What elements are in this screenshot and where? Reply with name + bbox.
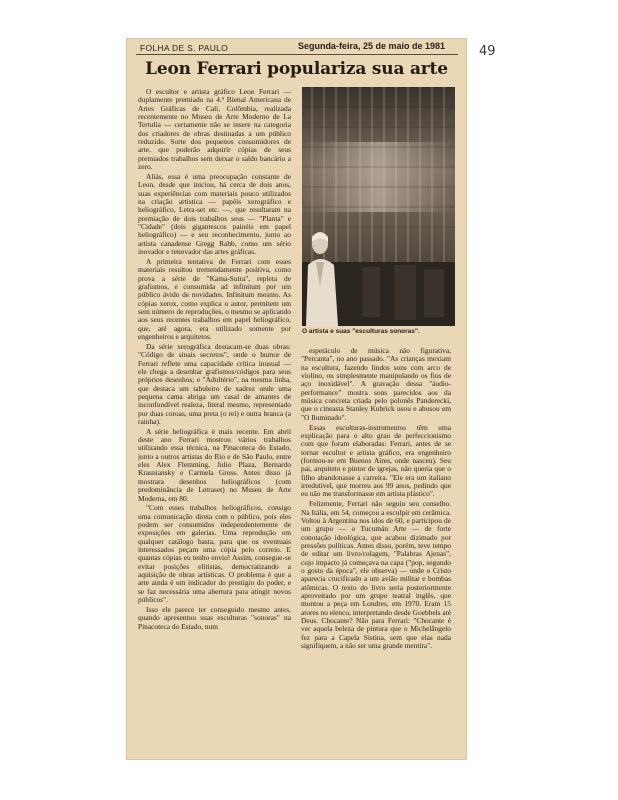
masthead-rule — [136, 54, 458, 55]
article-column-1 — [138, 88, 291, 754]
photo-image — [302, 87, 455, 326]
paragraph: Aliás, essa é uma preocupação constante de Leon, desde que iniciou, há cerca de dois anos, suas experiências com materiais pouco utilizados na criação artística — papéis xerográfico e heliográfico, Letra-set etc. —, que resultaram na premiação de dois trabalhos seus — "Planta" e "Cidade" (dois gigantescos painéis em papel heliográfico) — e seu reconhecimento, junto ao artista canadense Gregg Rabb, como um sério inovador e renovador das artes gráficas. — [138, 171, 291, 257]
newspaper-name: FOLHA DE S. PAULO — [140, 43, 229, 53]
paragraph: "Com esses trabalhos heliográficos, consigo uma comunicação direta com o público, pois eles podem ser consumidos independentemente de exposições em galerias. Uma reprodução em qualquer catálogo basta, para que os eventuais interessados peçam uma cópia pelo correio. E quantas cópias eu tenho envio! Assim, consegue-se evitar posições elitistas, democratizando a aquisição de obras artísticas. O problema é que a arte ainda é um indicador do prestígio do poder, e se faz necessária uma abertura para atingir novos públicos". — [138, 503, 291, 605]
headline: Leon Ferrari populariza sua arte — [145, 59, 448, 79]
paragraph: A primeira tentativa de Ferrari com esses materiais resultou tremendamente positiva, como prova a série de "Kama-Sutra", repleta de grafismos, e consumida ad infinitum por um público ávido de novidades. Infinitum mesmo. As cópias xerox, como explica o autor, permitem um sem número de reproduções, o mesmo se aplicando aos seus recentes trabalhos em papel heliográfico, que, até agora, era utilizado somente por engenheiros e arquitetos. — [138, 256, 291, 341]
paragraph: Isso ele parece ter conseguido mesmo antes, quando apresentou suas esculturas "sonoras" na Pinacoteca do Estado, num — [138, 604, 291, 631]
paragraph: espetáculo de música não figurativa, "Percanta", no ano passado. "As crianças mexiam na escultura, fazendo lindos sons com arco de violino, ou simplesmente manipulando os fios de aço inoxidável". A gravação dessa "áudio-performance" mostra sons parecidos aos da música concreta criada pelo polonês Panderecki, que o cineasta Stanley Kubrick usou e abusou em "O Iluminado". — [301, 347, 451, 422]
paragraph: A série heliográfica é mais recente. Em abril deste ano Ferrari mostrou vários trabalhos utilizando essa técnica, na Pinacoteca do Estado, junto a outros artistas do Rio e de São Paulo, entre eles Alex Flemming, Julio Plaza, Bernardo Krasniansky e Carmela Gross. Antes disso já mostrara desenhos heliográficos (com predominância de Letraset) no Museu de Arte Moderna, em 80. — [138, 426, 291, 503]
newspaper-clipping — [126, 38, 467, 760]
paragraph: Essas esculturas-instrumentos têm uma explicação para o alto grau de perfeccionismo com que foram elaboradas: Ferrari, antes de se tornar escultor e artista gráfico, era engenheiro (formou-se em Buenos Aires, onde nasceu). Seu pai, arquiteto e pintor de igrejas, não queria que o filho abandonasse a carreira. "Ele era um italiano irredutível, que morreu aos 99 anos, pedindo que eu não me transformasse em artista plástico". — [301, 422, 451, 499]
photo-caption: O artista e suas "esculturas sonoras". — [302, 328, 420, 335]
paragraph: O escultor e artista gráfico Leon Ferrari — duplamente premiado na 4.ª Bienal Americana de Artes Gráficas de Cali, Colômbia, realizada recentemente no Museu de Arte Moderno de La Tertulia — certamente não se insere na categoria dos criadores de obras destinadas a um público reduzido. Sorte dos pequenos consumidores de arte, que poderão adquirir cópias de seus premiados trabalhos sem deixar o saldo bancário a zero. — [138, 88, 291, 172]
article-column-2 — [301, 347, 451, 741]
paragraph: Felizmente, Ferrari não seguiu seu conselho. Na Itália, em 54, começou a esculpir em cerâmica. Voltou à Argentina nos idos de 60, e participou de um grupo — o Tucumán Arte — de forte conotação ideológica, que acabou dizimado por pressões políticas. Antes disso, porém, teve tempo de editar um livro/colagem, "Palabras Ajenas", cujo impacto já começava na capa ("pop, segundo o gosto da época", ele observa) — onde o Cristo aparecia crucificado a um avião militar e bombas atômicas. O texto do livro seria posteriormente aproveitado por um grupo teatral inglês, que montou a peça em Londres, em 1970. Eram 15 atores no elenco, interpretando desde Goebbels até Deus. Chocante? Não para Ferrari: "Chocante é ver aquela beleza de pintura que o Michelângelo fez para a Capela Sistina, sem que elas nada signifiquem, a não ser uma grande mentira". — [301, 499, 451, 651]
artist-photo — [302, 87, 455, 326]
publication-date: Segunda-feira, 25 de maio de 1981 — [297, 41, 445, 51]
masthead — [126, 38, 467, 56]
paragraph: Da série xerográfica destacam-se duas obras: "Código de sinais secretos", onde o humor de Ferrari reflete uma capacidade crítica inusual — ele chega a desenhar grafismos/códigos para seus próprios desenhos; e "Adultério", na mesma linha, que destaca um tabuleiro de xadrez onde uma pequena cama abriga um casal de amantes de inconfundível realeza, literal mesmo, representado por duas coroas, uma preta (o rei) e outra branca (a rainha). — [138, 341, 291, 426]
page-number: 49 — [479, 44, 496, 59]
